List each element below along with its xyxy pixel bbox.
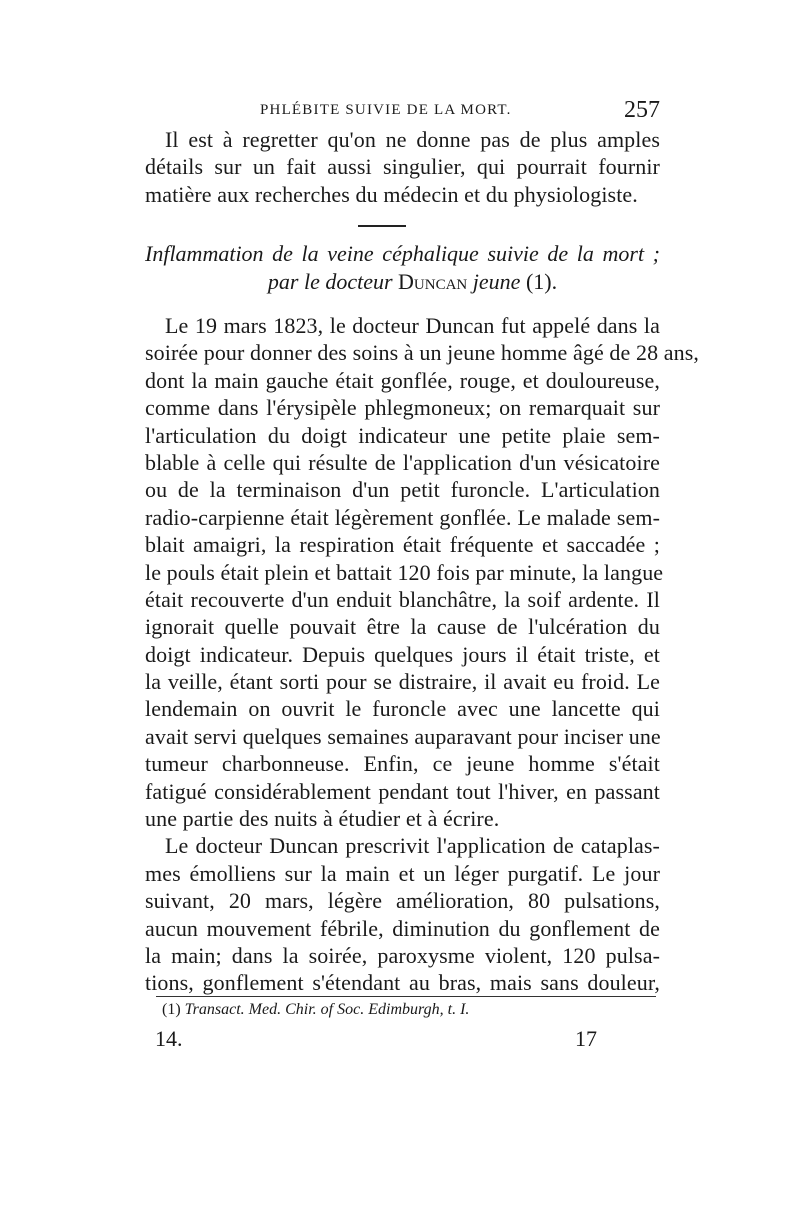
author-name: Duncan xyxy=(398,269,468,294)
section-divider xyxy=(358,225,406,227)
footnote-reference: (1). xyxy=(525,269,558,294)
text-line: Le docteur Duncan prescrivit l'application de cataplas- xyxy=(165,833,660,859)
heading-line-2 xyxy=(145,268,660,296)
text-line: suivant, 20 mars, légère amélioration, 80 pulsations, xyxy=(145,888,660,914)
text-line: détails sur un fait aussi singulier, qui pourrait fournir xyxy=(145,154,660,180)
text-line: ignorait quelle pouvait être la cause de l'ulcération du xyxy=(145,614,660,640)
text-line: Le 19 mars 1823, le docteur Duncan fut appelé dans la xyxy=(165,313,660,338)
footnote-marker: (1) xyxy=(162,1001,181,1018)
text-line: matière aux recherches du médecin et du physiologiste. xyxy=(145,181,638,207)
heading-line-1: Inflammation de la veine céphalique suivie de la mort ; xyxy=(145,241,660,266)
page-number: 257 xyxy=(624,97,660,123)
text-line: ou de la terminaison d'un petit furoncle. L'articulation xyxy=(145,477,660,503)
section-heading xyxy=(145,240,660,296)
text-line: le pouls était plein et battait 120 fois par minute, la langue xyxy=(145,559,664,585)
footnote-rule xyxy=(156,996,656,997)
text-line: Il est à regretter qu'on ne donne pas de plus amples xyxy=(165,127,660,152)
text-line: soirée pour donner des soins à un jeune homme âgé de 28 ans, xyxy=(145,340,700,366)
text-line: lendemain on ouvrit le furoncle avec une lancette qui xyxy=(145,696,660,722)
text-line: la main; dans la soirée, paroxysme violent, 120 pulsa- xyxy=(145,942,660,968)
text-line: tions, gonflement s'étendant au bras, mais sans douleur, xyxy=(145,970,660,996)
text-line: aucun mouvement fébrile, diminution du gonflement de xyxy=(145,915,660,941)
text-line: fatigué considérablement pendant tout l'hiver, en passant xyxy=(145,778,660,804)
running-head xyxy=(145,97,660,124)
footnote xyxy=(162,1001,469,1019)
text-line: était recouverte d'un enduit blanchâtre, la soif ardente. Il xyxy=(145,586,660,612)
text-line: une partie des nuits à étudier et à écrire. xyxy=(145,806,500,832)
text-line: radio-carpienne était légèrement gonflée. Le malade sem- xyxy=(145,504,660,530)
signature-mark: 14. xyxy=(155,1026,183,1051)
text-line: blable à celle qui résulte de l'application d'un vésicatoire xyxy=(145,449,660,475)
running-title: PHLÉBITE SUIVIE DE LA MORT. xyxy=(260,102,512,118)
text-line: doigt indicateur. Depuis quelques jours il était triste, et xyxy=(145,641,660,667)
text-line: l'articulation du doigt indicateur une petite plaie sem- xyxy=(145,422,660,448)
intro-paragraph xyxy=(145,126,660,208)
text-line: la veille, étant sorti pour se distraire, il avait eu froid. Le xyxy=(145,669,660,695)
footnote-text: Transact. Med. Chir. of Soc. Edimburgh, t. I. xyxy=(184,1001,470,1018)
body-text xyxy=(145,312,700,997)
heading-prefix: par le docteur xyxy=(267,269,399,294)
heading-suffix: jeune xyxy=(467,269,526,294)
text-line: mes émolliens sur la main et un léger purgatif. Le jour xyxy=(145,860,660,886)
text-line: dont la main gauche était gonflée, rouge, et douloureuse, xyxy=(145,367,660,393)
text-line: blait amaigri, la respiration était fréquente et saccadée ; xyxy=(145,532,660,558)
text-line: comme dans l'érysipèle phlegmoneux; on remarquait sur xyxy=(145,395,660,421)
leaf-number: 17 xyxy=(575,1026,597,1051)
text-line: tumeur charbonneuse. Enfin, ce jeune homme s'était xyxy=(145,751,660,777)
text-line: avait servi quelques semaines auparavant pour inciser une xyxy=(145,723,661,749)
